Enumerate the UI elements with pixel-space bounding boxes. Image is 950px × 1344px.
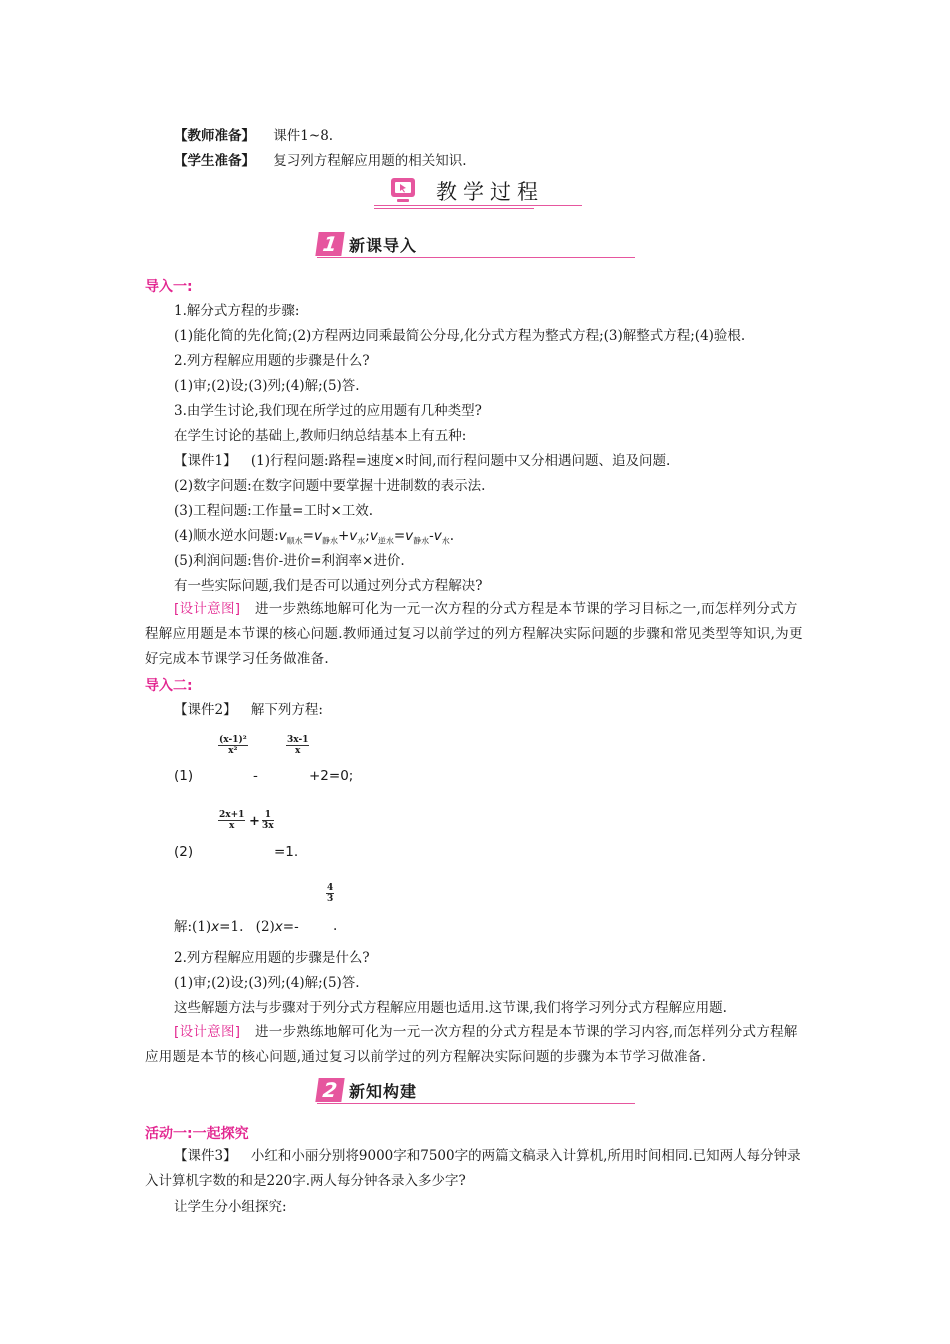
formula-sub: 静水 — [321, 536, 338, 546]
activity1-last-line: 让学生分小组探究: — [174, 1199, 287, 1215]
intro1-line6: 在学生讨论的基础上,教师归纳总结基本上有五种: — [174, 428, 467, 444]
formula-v: v — [313, 528, 322, 544]
intro1-line7 — [174, 452, 670, 470]
formula-sub: 静水 — [413, 536, 430, 546]
section-rule — [317, 257, 635, 258]
courseware3-text: 小红和小丽分别将9000字和7500字的两篇文稿录入计算机,所用时间相同.已知两人每分钟录入计算机字数的和是220字.两人每分钟各录入多少字? — [145, 1148, 801, 1189]
fraction-numerator: 3x-1 — [287, 735, 309, 745]
intro1-line11: (5)利润问题:售价-进价=利润率×进价. — [174, 553, 405, 569]
formula-plus: + — [337, 528, 350, 544]
intro2-line4: (1)审;(2)设;(3)列;(4)解;(5)答. — [174, 975, 360, 991]
eq1-minus: - — [253, 768, 258, 784]
intro1-line2: (1)能化简的先化简;(2)方程两边同乘最简公分母,化分式方程为整式方程;(3)解整式方程;(4)验根. — [174, 328, 746, 344]
design-intent-tag: [设计意图] — [174, 1024, 241, 1040]
formula-v: v — [405, 528, 414, 544]
fraction-numerator: 4 — [327, 883, 334, 893]
formula-semi: ; — [365, 528, 370, 544]
monitor-icon — [390, 177, 416, 205]
student-prep-text: 复习列方程解应用题的相关知识. — [273, 153, 467, 169]
eq2-fraction-2 — [262, 810, 274, 831]
solution-value: =1. — [219, 919, 244, 935]
design-intent-text: 进一步熟练地解可化为一元一次方程的分式方程是本节课的学习目标之一,而怎样列分式方程解应用题是本节课的核心问题.教师通过复习以前学过的列方程解决实际问题的步骤和常见类型等知识,为更好完成本节课学习任务做准备. — [145, 601, 803, 667]
banner-rule — [374, 205, 582, 206]
teacher-prep-label: 【教师准备】 — [174, 128, 255, 144]
section-title: 新知构建 — [349, 1082, 418, 1101]
banner-rule-lower — [374, 208, 534, 209]
formula-end: . — [449, 528, 455, 544]
intro1-line1: 1.解分式方程的步骤: — [174, 303, 300, 319]
eq2-fraction-1 — [218, 810, 245, 831]
formula-eq: = — [302, 528, 314, 544]
courseware2-label: 【课件2】 — [174, 702, 237, 718]
eq1-label: (1) — [174, 768, 194, 784]
formula-v: v — [278, 528, 287, 544]
teacher-prep-text: 课件1~8. — [273, 128, 334, 144]
teacher-prep — [174, 127, 333, 145]
fraction-denominator: x — [229, 821, 235, 831]
section-rule — [317, 1103, 635, 1104]
formula-v: v — [369, 528, 378, 544]
design-intent-tag: [设计意图] — [174, 601, 241, 617]
formula-v: v — [349, 528, 358, 544]
courseware1-label: 【课件1】 — [174, 453, 237, 469]
formula-prefix: (4)顺水逆水问题: — [174, 528, 279, 544]
section-number-badge: 1 — [315, 232, 344, 256]
eq2-plus: + — [249, 814, 260, 829]
activity1-heading: 活动一:一起探究 — [145, 1126, 249, 1142]
courseware1-text: (1)行程问题:路程=速度×时间,而行程问题中又分相遇问题、追及问题. — [250, 453, 671, 469]
fraction-numerator: 2x+1 — [219, 810, 245, 820]
eq1-fraction-2 — [286, 735, 309, 756]
intro1-line4: (1)审;(2)设;(3)列;(4)解;(5)答. — [174, 378, 360, 394]
intro2-solution — [174, 918, 299, 936]
design-intent-text: 进一步熟练地解可化为一元一次方程的分式方程是本节课的学习内容,而怎样列分式方程解应用题是本节的核心问题,通过复习以前学过的列方程解决实际问题的步骤为本节学习做准备. — [145, 1024, 798, 1065]
intro2-heading: 导入二: — [145, 678, 193, 694]
teaching-process-banner — [374, 174, 582, 210]
section-header-new-lesson — [317, 232, 635, 258]
solution-x: x — [211, 919, 220, 935]
intro1-line12: 有一些实际问题,我们是否可以通过列分式方程解决? — [174, 578, 483, 594]
solution-prefix: 解:(1) — [174, 919, 212, 935]
fraction-numerator: 1 — [262, 810, 274, 821]
fraction-denominator: x² — [228, 746, 238, 756]
intro2-line5: 这些解题方法与步骤对于列分式方程解应用题也适用.这节课,我们将学习列分式方程解应用题. — [174, 1000, 727, 1016]
courseware2-text: 解下列方程: — [250, 702, 323, 718]
section-header-new-knowledge — [317, 1078, 635, 1104]
solution-x: x — [274, 919, 283, 935]
intro1-line5: 3.由学生讨论,我们现在所学过的应用题有几种类型? — [174, 403, 482, 419]
eq2-rest: =1. — [274, 844, 299, 860]
section-title: 新课导入 — [349, 236, 418, 255]
fraction-denominator: x — [295, 746, 301, 756]
formula-eq: = — [393, 528, 406, 544]
fraction-denominator: 3x — [262, 821, 274, 831]
intro1-heading: 导入一: — [145, 279, 193, 295]
eq1-rest: +2=0; — [309, 768, 354, 784]
eq1-fraction-1 — [218, 735, 248, 756]
formula-v: v — [433, 528, 442, 544]
banner-title: 教学过程 — [436, 180, 544, 204]
student-prep — [174, 152, 467, 170]
solution-fraction — [326, 883, 334, 904]
intro1-design-intent — [145, 597, 810, 672]
intro1-line8: (2)数字问题:在数字问题中要掌握十进制数的表示法. — [174, 478, 486, 494]
student-prep-label: 【学生准备】 — [174, 153, 255, 169]
courseware3-label: 【课件3】 — [174, 1148, 237, 1164]
formula-sub: 水 — [441, 536, 450, 546]
section-number-badge: 2 — [315, 1078, 344, 1102]
fraction-denominator: 3 — [327, 894, 334, 904]
fraction-numerator: (x-1)² — [219, 735, 247, 745]
formula-minus: - — [429, 528, 434, 544]
intro1-line9: (3)工程问题:工作量=工时×工效. — [174, 503, 374, 519]
eq2-label: (2) — [174, 844, 194, 860]
solution-mid: (2) — [255, 919, 275, 935]
intro2-line1 — [174, 701, 323, 719]
formula-sub: 水 — [357, 536, 366, 546]
solution-value: =- — [282, 919, 299, 935]
formula-sub: 顺水 — [286, 536, 303, 546]
intro2-line3: 2.列方程解应用题的步骤是什么? — [174, 950, 370, 966]
activity1-problem — [145, 1144, 810, 1194]
intro1-line10 — [174, 527, 454, 551]
intro2-design-intent — [145, 1020, 810, 1070]
intro1-line3: 2.列方程解应用题的步骤是什么? — [174, 353, 370, 369]
solution-end: . — [333, 918, 338, 934]
formula-sub: 逆水 — [377, 536, 394, 546]
